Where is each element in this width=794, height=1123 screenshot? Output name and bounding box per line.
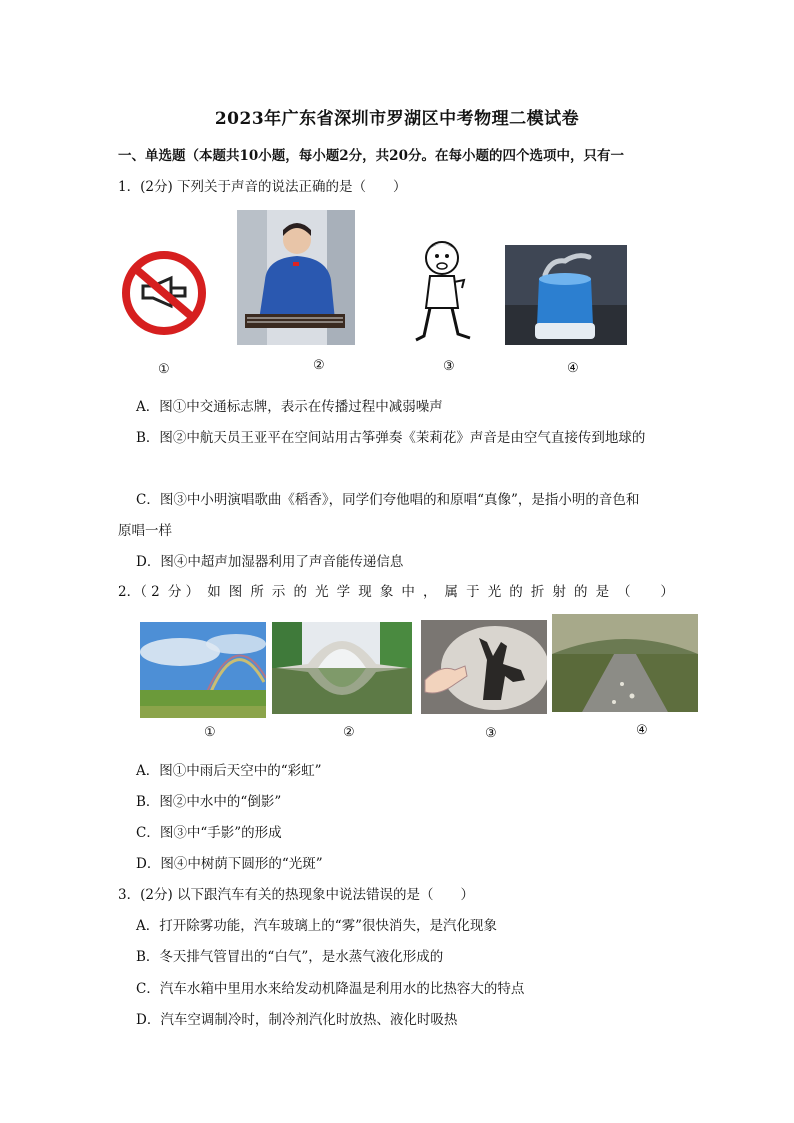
q2-option-a: A．图①中雨后天空中的“彩虹” xyxy=(136,763,322,779)
exam-title: 2023年广东省深圳市罗湖区中考物理二模试卷 xyxy=(214,109,580,129)
q1-label-2: ② xyxy=(313,358,325,373)
q2-option-b: B．图②中水中的“倒影” xyxy=(136,794,282,810)
q1-option-c-cont: 原唱一样 xyxy=(118,523,172,539)
question-2-stem: 2．（ 2 分 ） 如 图 所 示 的 光 学 现 象 中 ， 属 于 光 的 折 射 的 是 （ ） xyxy=(118,584,674,600)
q3-option-a: A．打开除雾功能，汽车玻璃上的“雾”很快消失，是汽化现象 xyxy=(136,918,498,934)
q1-option-c: C．图③中小明演唱歌曲《稻香》，同学们夸他唱的和原唱“真像”，是指小明的音色和 xyxy=(136,492,640,508)
q2-label-3: ③ xyxy=(485,726,497,741)
q2-option-d: D．图④中树荫下圆形的“光斑” xyxy=(136,856,323,872)
q1-option-d: D．图④中超声加湿器利用了声音能传递信息 xyxy=(136,554,404,570)
astronaut-guzheng-image xyxy=(237,210,355,345)
q2-label-2: ② xyxy=(343,725,355,740)
cartoon-boy-singing-image xyxy=(412,236,474,344)
rainbow-image xyxy=(140,622,266,718)
hand-shadow-image xyxy=(421,620,547,714)
q3-option-c: C．汽车水箱中里用水来给发动机降温是利用水的比热容大的特点 xyxy=(136,981,525,997)
q1-label-3: ③ xyxy=(443,359,455,374)
q3-option-d: D．汽车空调制冷时，制冷剂汽化时放热、液化时吸热 xyxy=(136,1012,458,1028)
q1-option-b: B．图②中航天员王亚平在空间站用古筝弹奏《茉莉花》声音是由空气直接传到地球的 xyxy=(136,430,646,446)
question-1-stem: 1．(2分) 下列关于声音的说法正确的是（ ） xyxy=(118,179,407,195)
humidifier-image xyxy=(505,245,627,345)
q2-option-c: C．图③中“手影”的形成 xyxy=(136,825,282,841)
question-3-stem: 3．(2分) 以下跟汽车有关的热现象中说法错误的是（ ） xyxy=(118,887,475,903)
arch-bridge-image xyxy=(272,622,412,714)
tree-path-image xyxy=(552,614,698,712)
q2-label-1: ① xyxy=(204,725,216,740)
section-heading: 一、单选题（本题共10小题，每小题2分，共20分。在每小题的四个选项中，只有一 xyxy=(118,148,624,164)
q2-label-4: ④ xyxy=(636,723,648,738)
q1-label-1: ① xyxy=(158,362,170,377)
q3-option-b: B．冬天排气管冒出的“白气”，是水蒸气液化形成的 xyxy=(136,949,444,965)
q1-option-a: A．图①中交通标志牌，表示在传播过程中减弱噪声 xyxy=(136,399,443,415)
q1-label-4: ④ xyxy=(567,361,579,376)
no-horn-sign-image xyxy=(121,250,207,336)
